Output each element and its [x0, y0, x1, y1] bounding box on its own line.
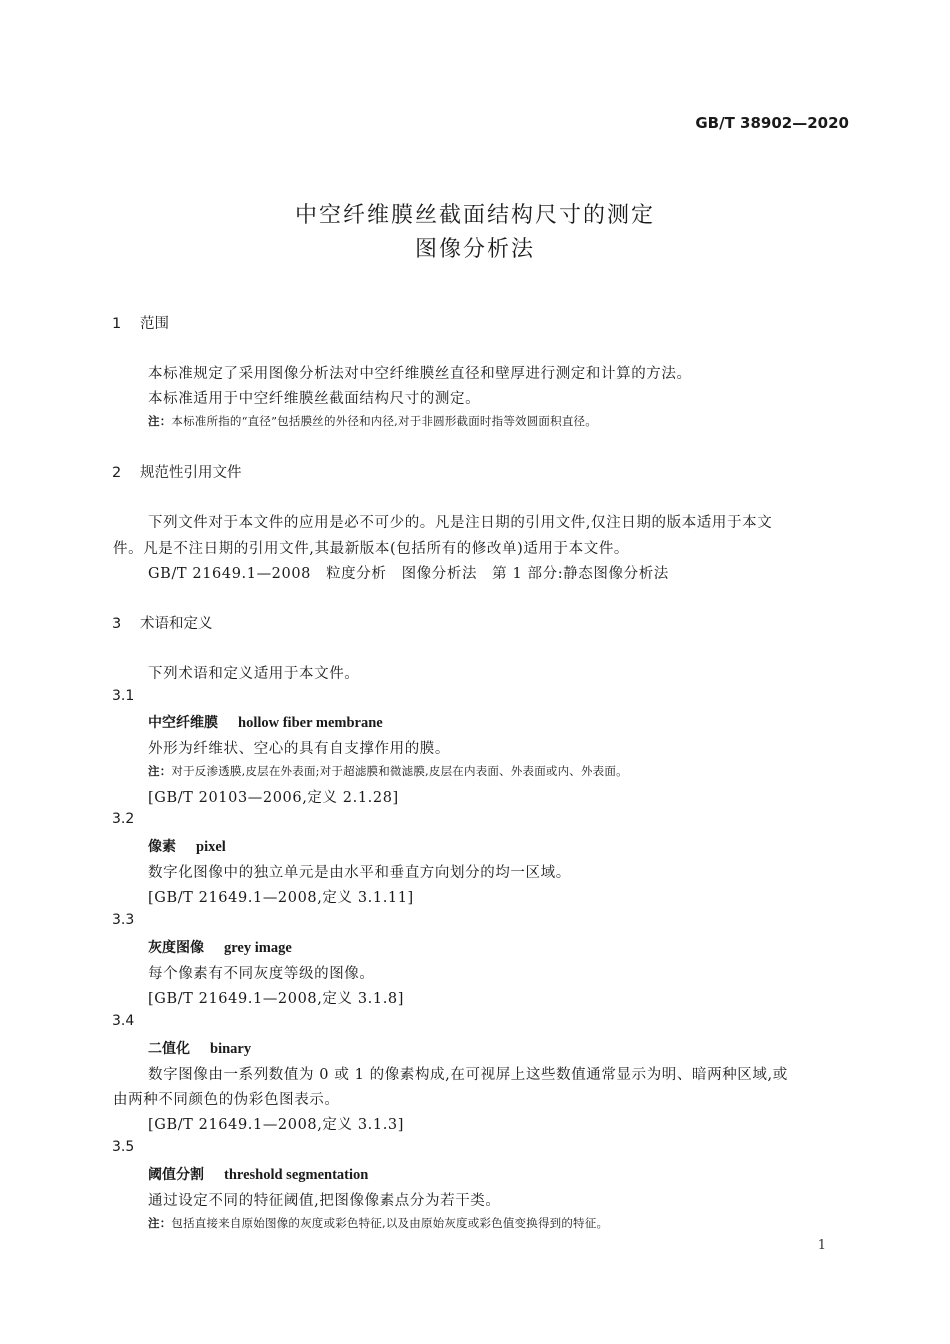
section-number: 2	[112, 465, 122, 481]
section-1-note	[148, 413, 597, 429]
term-en: hollow fiber membrane	[238, 715, 383, 731]
standard-number: GB/T 38902—2020	[695, 114, 849, 132]
term-definition: 外形为纤维状、空心的具有自支撑作用的膜。	[148, 741, 450, 757]
section-number: 1	[112, 316, 122, 332]
term-zh: 阈值分割	[148, 1167, 204, 1183]
term-note	[148, 763, 628, 779]
section-title: 术语和定义	[140, 616, 213, 632]
section-1-paragraph: 本标准规定了采用图像分析法对中空纤维膜丝直径和壁厚进行测定和计算的方法。	[148, 366, 692, 382]
page-number: 1	[817, 1238, 826, 1253]
section-3-heading	[112, 612, 213, 633]
term-heading	[148, 937, 292, 957]
term-definition: 通过设定不同的特征阈值,把图像像素点分为若干类。	[148, 1193, 501, 1209]
section-2-paragraph-line: 件。凡是不注日期的引用文件,其最新版本(包括所有的修改单)适用于本文件。	[113, 541, 630, 557]
section-2-heading	[112, 461, 242, 482]
note-label: 注：	[148, 1216, 172, 1230]
term-definition: 数字化图像中的独立单元是由水平和垂直方向划分的均一区域。	[148, 865, 571, 881]
term-heading	[148, 836, 226, 856]
term-definition-line: 由两种不同颜色的伪彩色图表示。	[113, 1092, 340, 1108]
section-3-intro: 下列术语和定义适用于本文件。	[148, 666, 360, 682]
term-definition: 每个像素有不同灰度等级的图像。	[148, 966, 375, 982]
term-number: 3.2	[112, 811, 135, 827]
term-zh: 像素	[148, 839, 176, 855]
term-zh: 中空纤维膜	[148, 715, 218, 731]
term-source: [GB/T 21649.1—2008,定义 3.1.11]	[148, 890, 414, 906]
term-heading	[148, 712, 383, 732]
document-title-line1: 中空纤维膜丝截面结构尺寸的测定	[294, 203, 655, 228]
section-1-paragraph: 本标准适用于中空纤维膜丝截面结构尺寸的测定。	[148, 391, 481, 407]
term-heading	[148, 1038, 251, 1058]
term-zh: 二值化	[148, 1041, 190, 1057]
term-number: 3.4	[112, 1013, 135, 1029]
term-zh: 灰度图像	[148, 940, 204, 956]
term-definition-line: 数字图像由一系列数值为 0 或 1 的像素构成,在可视屏上这些数值通常显示为明、暗两种区域,或	[148, 1067, 788, 1083]
note-text: 对于反渗透膜,皮层在外表面;对于超滤膜和微滤膜,皮层在内表面、外表面或内、外表面。	[171, 764, 628, 778]
section-1-heading	[112, 312, 169, 333]
note-label: 注：	[148, 764, 172, 778]
term-en: threshold segmentation	[224, 1167, 369, 1183]
section-title: 规范性引用文件	[140, 465, 242, 481]
term-en: pixel	[196, 839, 226, 855]
document-title-line2: 图像分析法	[414, 237, 535, 262]
section-number: 3	[112, 616, 122, 632]
term-heading	[148, 1164, 368, 1184]
section-title: 范围	[140, 316, 169, 332]
note-text: 本标准所指的“直径”包括膜丝的外径和内径,对于非圆形截面时指等效圆面积直径。	[171, 414, 597, 428]
note-label: 注：	[148, 414, 172, 428]
term-en: grey image	[224, 940, 292, 956]
term-source: [GB/T 20103—2006,定义 2.1.28]	[148, 790, 399, 806]
term-source: [GB/T 21649.1—2008,定义 3.1.3]	[148, 1117, 404, 1133]
term-number: 3.1	[112, 688, 135, 704]
term-en: binary	[210, 1041, 252, 1057]
term-number: 3.3	[112, 912, 135, 928]
section-2-paragraph-line: 下列文件对于本文件的应用是必不可少的。凡是注日期的引用文件,仅注日期的版本适用于本文	[148, 515, 773, 531]
normative-reference: GB/T 21649.1—2008 粒度分析 图像分析法 第 1 部分:静态图像分析法	[148, 566, 669, 582]
term-note	[148, 1215, 608, 1231]
term-source: [GB/T 21649.1—2008,定义 3.1.8]	[148, 991, 404, 1007]
note-text: 包括直接来自原始图像的灰度或彩色特征,以及由原始灰度或彩色值变换得到的特征。	[171, 1216, 609, 1230]
term-number: 3.5	[112, 1139, 135, 1155]
